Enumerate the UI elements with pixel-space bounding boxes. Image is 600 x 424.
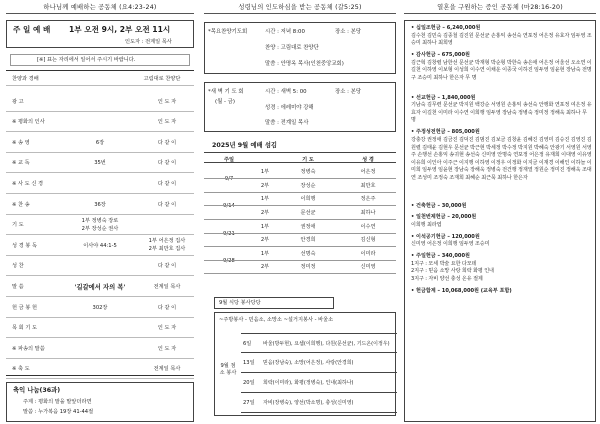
offering-names: 김수천 김민숙 김종철 김진원 문선균 손홍익 송선숙 연포정 어은정 유효자 임두영 조승미 최하나 최희영 <box>411 32 592 47</box>
order-detail: 이사야 44:1-5 <box>83 242 117 249</box>
standing-notice <box>10 54 190 66</box>
order-person: 인 도 자 <box>157 325 177 332</box>
schedule-row <box>204 206 396 220</box>
order-detail: 6장 <box>95 139 105 146</box>
dawn-prayer-label: *새 벽 기 도 회 <box>208 89 244 95</box>
dawn-prayer-time: 시간 : 새벽 5: 00 <box>265 89 307 95</box>
schedule-date: 9/21 <box>223 230 235 237</box>
worship-title: 주 일 예 배 <box>13 25 51 34</box>
column-header: 하나님께 예배하는 공동체 (요4:23-24) <box>43 4 157 11</box>
lunch-teams: 자비(장병숙), 양선(박소명), 충성(신미영) <box>263 400 354 406</box>
schedule-head-date: 주일 <box>223 156 235 163</box>
header-rule <box>404 13 596 14</box>
offering-heading: • 일천번제헌금 – 20,000원 <box>411 214 477 221</box>
worship-column <box>6 0 194 415</box>
order-row <box>6 153 194 174</box>
lunch-side-label: 9월 점소 봉사 <box>219 363 237 376</box>
order-row <box>6 297 194 318</box>
offering-names: 이희행 최라엽 <box>411 221 442 228</box>
offering-heading: • 주일헌금 – 340,000원 <box>411 253 470 260</box>
offering-section <box>411 253 593 283</box>
order-item: 성 경 봉 독 <box>12 242 37 249</box>
lunch-day: 20일 <box>243 380 255 386</box>
schedule-date: 9/14 <box>223 203 235 210</box>
order-row <box>6 91 194 112</box>
offering-section <box>411 214 593 229</box>
lunch-title-box <box>214 297 334 309</box>
order-item: ※ 축 도 <box>12 366 30 373</box>
schedule-scripture: 최만호 <box>360 182 376 189</box>
schedule-row <box>204 261 396 275</box>
offering-heading: • 선교헌금 – 1,840,000원 <box>411 94 476 101</box>
offering-section <box>411 234 593 249</box>
schedule-row <box>204 247 396 261</box>
schedule-head-prayer: 기 도 <box>302 156 314 163</box>
schedule-service: 1부 <box>260 250 270 257</box>
schedule-head-scripture: 성 경 <box>362 156 374 163</box>
order-item: 기 도 <box>12 222 24 229</box>
order-item: 말 씀 <box>12 283 24 290</box>
worship-order-table <box>6 70 194 376</box>
thursday-prayer-place: 장소 : 본당 <box>335 29 362 35</box>
order-row <box>6 215 194 236</box>
dawn-prayer-scripture: 성경 : 에레미야 강해 <box>265 105 314 111</box>
dawn-prayer-days: (월 - 금) <box>215 99 235 105</box>
schedule-header-row <box>204 152 396 163</box>
order-item: 목 회 기 도 <box>12 325 37 332</box>
order-person: 다 같 이 <box>157 304 177 311</box>
schedule-service: 2부 <box>260 264 270 271</box>
offering-heading: • 감사헌금 – 675,000원 <box>411 52 470 59</box>
witness-column <box>404 0 596 294</box>
offering-section <box>411 203 593 211</box>
order-person: 다 같 이 <box>157 160 177 167</box>
lunch-row <box>241 373 397 393</box>
schedule-row <box>204 220 396 234</box>
offering-heading: • 주정성전헌금 – 805,000원 <box>411 129 480 136</box>
offering-section <box>411 288 593 296</box>
thursday-prayer-label: *목요찬양기도회 <box>208 29 248 35</box>
schedule-prayer: 권정애 <box>300 223 316 230</box>
header-rule <box>204 13 396 14</box>
offering-section <box>411 95 593 125</box>
order-person: 전계일 목사 <box>153 283 181 290</box>
schedule-date: 9/7 <box>224 176 234 183</box>
schedule-service: 2부 <box>260 182 270 189</box>
lunch-duty-box <box>214 312 396 416</box>
schedule-date: 9/28 <box>223 257 235 264</box>
schedule-prayer: 이희행 <box>300 196 316 203</box>
order-detail: 302장 <box>92 304 108 311</box>
order-item: ※ 송 영 <box>12 139 30 146</box>
schedule-service: 1부 <box>260 223 270 230</box>
order-header-row <box>6 71 194 86</box>
offering-section <box>411 52 593 82</box>
order-person: 다 같 이 <box>157 180 177 187</box>
offering-box <box>404 20 596 422</box>
offering-names: 기남숙 김무련 문선균 박지원 백강순 서영원 손홍익 송선숙 안행화 연포정 여은정 유효자 이길천 이미라 이수연 이희행 임두영 장남숙 정병숙 정미정 정해욱 최하나 무 명 <box>411 102 592 124</box>
order-detail: 1부 정병숙 장로 2부 장성순 권사 <box>81 217 119 232</box>
order-item: ※ 찬 송 <box>12 201 30 208</box>
header-rule <box>6 13 194 14</box>
lunch-teams: 희락(이미라), 화평(정병숙), 인내(최하나) <box>263 380 354 386</box>
order-item: ※ 평화의 인사 <box>12 119 45 126</box>
order-person: 다 같 이 <box>157 139 177 146</box>
offering-section <box>411 25 593 48</box>
schedule-prayer: 장성순 <box>300 182 316 189</box>
lunch-day: 27일 <box>243 400 255 406</box>
order-header-right: 고림대로 찬양단 <box>143 75 181 82</box>
order-item: ※ 파송의 말씀 <box>12 345 45 352</box>
offering-names: 김근혁 김창렬 남한선 문선균 박재형 박순형 박한숙 송은애 어은정 어울선 오소연 이길천 이하영 이보형 이성희 이수연 이채운 이종국 이하진 임두영 임윤현 장남숙 전명구 조승미 최하나 한은자 무 명 <box>411 59 592 81</box>
schedule-row <box>204 166 396 183</box>
small-group-theme: 주제 : 평화의 말을 말앞더라면 <box>23 399 92 405</box>
schedule-row <box>204 179 396 193</box>
schedule-service: 2부 <box>260 209 270 216</box>
worship-title-box <box>6 20 194 48</box>
order-person: 인 도 자 <box>157 119 177 126</box>
offering-section <box>411 129 593 182</box>
schedule-scripture: 이미라 <box>360 250 376 257</box>
column-header: 열혼을 구원하는 증인 공동체 (마28:16-20) <box>437 4 563 11</box>
order-detail: 35번 <box>94 160 106 167</box>
worship-leader: 인도자 : 전계일 목사 <box>125 39 172 45</box>
schedule-scripture: 김신형 <box>360 237 376 244</box>
lunch-row <box>241 393 397 413</box>
worship-time: 1부 오전 9시, 2부 오전 11시 <box>69 25 171 34</box>
thursday-prayer-time: 시간 : 저녁 8:00 <box>265 29 305 35</box>
order-row <box>6 318 194 339</box>
order-row <box>6 235 194 256</box>
lunch-day: 6일 <box>243 341 252 347</box>
order-item: 광 고 <box>12 98 24 105</box>
order-row <box>6 194 194 215</box>
offering-heading: • 이석공기헌금 – 120,000원 <box>411 233 480 240</box>
order-person: 1부 어은정 집사 2부 최만호 집사 <box>148 238 186 253</box>
offering-names: 1지구 : 모세 박술 요한 다모데 2지구 : 믿음 소망 사랑 희락 화평 인내 3지구 : 자비 양선 충성 온유 절제 <box>411 260 494 282</box>
order-item: 헌 금 봉 헌 <box>12 304 37 311</box>
small-group-title: 축익 나눔(36과) <box>13 387 61 394</box>
schedule-prayer: 정미정 <box>300 264 316 271</box>
order-item: ※ 사 도 신 경 <box>12 180 43 187</box>
order-detail: 36장 <box>94 201 106 208</box>
order-item: ※ 교 독 <box>12 160 30 167</box>
dawn-prayer-box <box>204 82 396 132</box>
schedule-service: 1부 <box>260 169 270 176</box>
order-person: 다 같 이 <box>157 263 177 270</box>
service-schedule <box>204 140 396 290</box>
order-item: 성 찬 <box>12 263 24 270</box>
schedule-title: 2025년 9월 예배 섬김 <box>212 142 277 149</box>
schedule-prayer: 문선균 <box>300 209 316 216</box>
thursday-prayer-word: 말씀 : 안명옥 목사(인천중앙교회) <box>265 61 344 67</box>
order-row <box>6 359 194 380</box>
order-person: 전계일 목사 <box>153 366 181 373</box>
spirit-column <box>204 0 396 406</box>
schedule-row <box>204 193 396 210</box>
order-person: 다 같 이 <box>157 201 177 208</box>
schedule-row <box>204 234 396 248</box>
dawn-prayer-word: 말씀 : 전계일 목사 <box>265 120 309 126</box>
schedule-prayer: 정병숙 <box>300 169 316 176</box>
offering-heading: • 건축헌금 – 30,000원 <box>411 202 467 209</box>
schedule-service: 1부 <box>260 196 270 203</box>
order-row <box>6 256 194 277</box>
small-group-scripture: 말씀 : 누가복음 19장 41-44절 <box>23 409 94 415</box>
offering-names: 강충강 권정애 김금진 김덕진 김범진 김보금 김창윤 김혜진 김영미 김승진 김영진 김원렬 김태윤 김현우 문선균 박근현 박세정 박수정 박지원 박혜숙 안광기 서영원 서영주 손행선 손홍익 송귀현 송선숙 신미영 안명숙 연포정 어은정 유재희 이대영 이유영 이유희 이인아 이주근 이지행 이하영 이정우 이정화 이지금 이재경 이해인 이하늘 이미희 임두영 임윤현 장남숙 장해욱 정병숙 전건행 정재열 정원순 정미진 정해욱 조대연 조성미 조정숙 조재희 최혜순 최근묵 최하나 한은자 <box>411 136 594 181</box>
order-header-left: 찬양과 경배 <box>12 75 39 82</box>
thursday-prayer-box <box>204 22 396 74</box>
schedule-scripture: 신미영 <box>360 264 376 271</box>
lunch-row <box>241 353 397 373</box>
schedule-scripture: 최하나 <box>360 209 376 216</box>
order-row <box>6 112 194 133</box>
order-detail: '길갈에서 자의 복' <box>74 283 126 291</box>
order-person: 인 도 자 <box>157 345 177 352</box>
lunch-day: 13일 <box>243 360 255 366</box>
schedule-prayer: 안경희 <box>300 237 316 244</box>
offering-heading: • 헌금합계 – 10,068,000원 (교육부 포함) <box>411 288 512 294</box>
lunch-teams: 바울(방두현), 요셉(이희행), 다원(문선균), 기드온(이정우) <box>263 341 390 347</box>
lunch-teams: 믿음(장남숙), 소망(어은정), 사랑(안경희) <box>263 360 354 366</box>
order-row <box>6 338 194 359</box>
notice-text: [※] 표는 자리에서 일어서 주시기 바랍니다. <box>37 57 136 63</box>
lunch-row <box>241 333 397 353</box>
dawn-prayer-place: 장소 : 본당 <box>335 89 362 95</box>
order-row <box>6 276 194 297</box>
offering-names: 신미영 어은정 이희행 임두영 조승미 <box>411 241 490 248</box>
order-row <box>6 173 194 194</box>
offering-heading: • 십일조헌금 – 6,240,000원 <box>411 25 481 31</box>
lunch-subtitle: ~주방봉사 - 민음소, 소망소 ~설거지봉사 - 바울소 <box>219 317 334 323</box>
thursday-prayer-praise: 찬양 : 고림대로 찬양단 <box>265 45 319 51</box>
order-person: 인 도 자 <box>157 98 177 105</box>
lunch-title: 9월 식당 봉사당당 <box>219 300 261 306</box>
column-header: 성령님의 인도하심을 받는 공동체 (갈5:25) <box>238 4 362 11</box>
schedule-scripture: 정은주 <box>360 196 376 203</box>
order-row <box>6 132 194 153</box>
small-group-box <box>6 382 194 422</box>
schedule-prayer: 선명숙 <box>300 250 316 257</box>
schedule-scripture: 이수연 <box>360 223 376 230</box>
schedule-scripture: 어은정 <box>360 169 376 176</box>
schedule-service: 2부 <box>260 237 270 244</box>
